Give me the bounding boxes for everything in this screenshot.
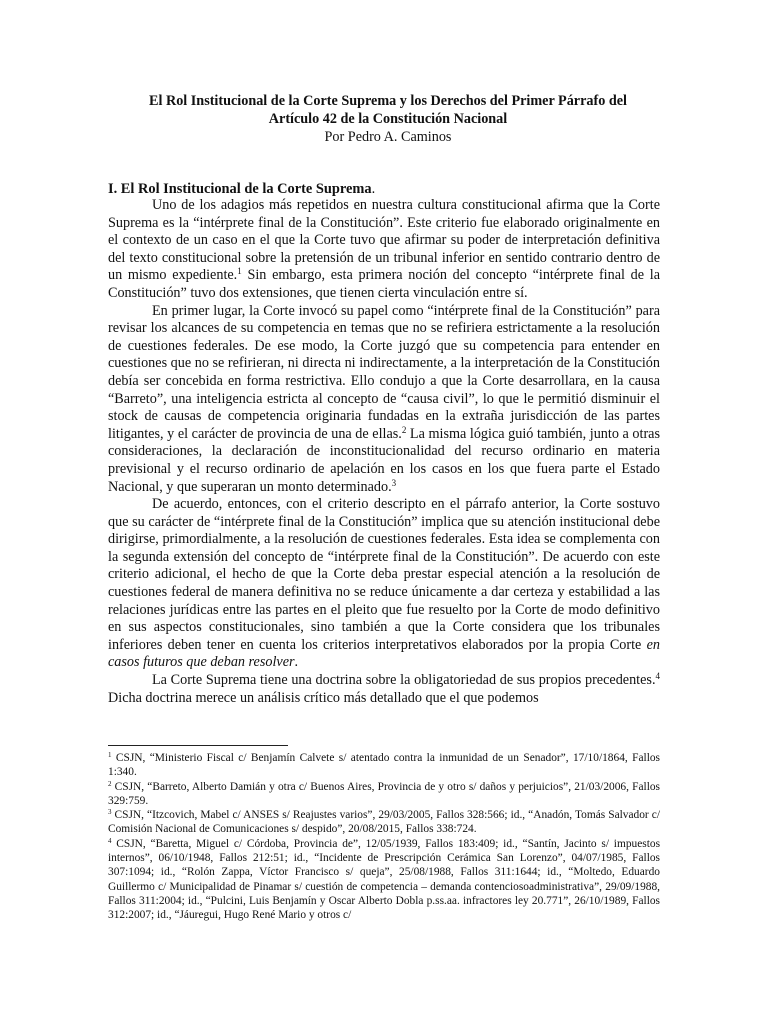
- footnote-ref-4[interactable]: 4: [655, 671, 660, 682]
- footnote-separator: [108, 745, 288, 746]
- paragraph-4: [108, 672, 660, 707]
- footnote-2-text: CSJN, “Barreto, Alberto Damián y otra c/ Buenos Aires, Provincia de y otro s/ daños y perjuicios”, 21/03/2006, Fallos 329:759.: [108, 780, 660, 807]
- footnote-1-text: CSJN, “Ministerio Fiscal c/ Benjamín Calvete s/ atentado contra la inmunidad de un Senador”, 17/10/1864, Fallos 1:340.: [108, 752, 660, 779]
- paragraph-3-emphasis: en casos futuros que deban resolver: [108, 636, 660, 671]
- footnote-4-text: CSJN, “Baretta, Miguel c/ Córdoba, Provincia de”, 12/05/1939, Fallos 183:409; id., “Santín, Jacinto s/ impuestos internos”, 06/10/1948, Fallos 212:51; id., “Incidente de Prescripción Cerámica San Lorenzo”, 04/07/1985, Fallos 307:1094; id., “Rolón Zappa, Víctor Francisco s/ queja”, 25/08/1988, Fallos 311:1644; id., “Moltedo, Eduardo Guillermo c/ Municipalidad de Pinamar s/ cuestión de competencia – demanda contenciosoadministrativa”, 29/09/1988, Fallos 311:2004; id., “Pulcini, Luis Benjamín y Oscar Alberto Dobla p.ss.aa. infractores ley 20.771”, 26/10/1989, Fallos 312:2007; id., “Jáuregui, Hugo René Mario y otros c/: [108, 837, 660, 922]
- body-text: [108, 197, 660, 707]
- document-title-block: [108, 92, 668, 146]
- footnote-ref-1[interactable]: 1: [237, 266, 242, 277]
- paragraph-3-text-b: .: [294, 654, 299, 671]
- footnote-1-number: 1: [108, 751, 112, 759]
- footnote-3: [108, 808, 660, 837]
- footnote-3-text: CSJN, “Itzcovich, Mabel c/ ANSES s/ Reajustes varios”, 29/03/2005, Fallos 328:566; id., “Anadón, Tomás Salvador c/ Comisión Nacional de Comunicaciones s/ despido”, 20/08/2015, Fallos 338:724.: [108, 809, 660, 836]
- footnotes: [108, 751, 660, 923]
- paragraph-3: [108, 496, 660, 672]
- document-author: Por Pedro A. Caminos: [324, 129, 452, 145]
- paragraph-1-text-b: Sin embargo, esta primera noción del concepto “intérprete final de la Constitución” tuvo dos extensiones, que tienen cierta vinculación entre sí.: [108, 267, 660, 301]
- paragraph-1: [108, 197, 660, 303]
- footnote-1: [108, 751, 660, 780]
- paragraph-2-text-a: En primer lugar, la Corte invocó su papel como “intérprete final de la Constitución” para revisar los alcances de su competencia en temas que no se refiriera estrictamente a la resolución de cuestiones federales. De ese modo, la Corte juzgó que su competencia para entender en cuestiones que no se refirieran, ni directa ni indirectamente, a la interpretación de la Constitución debía ser concebida en forma restrictiva. Ello condujo a que la Corte desarrollara, en la causa “Barreto”, una inteligencia estricta al concepto de “causa civil”, lo que le permitió disminuir el stock de causas de competencia originaria fundadas en la extraña jurisdicción de las partes litigantes, y el carácter de provincia de una de ellas.: [108, 302, 660, 442]
- paragraph-4-text-a: La Corte Suprema tiene una doctrina sobre la obligatoriedad de sus propios precedentes.: [152, 672, 656, 689]
- footnote-4: [108, 837, 660, 923]
- footnote-ref-2[interactable]: 2: [401, 424, 407, 435]
- section-heading-text: I. El Rol Institucional de la Corte Suprema: [108, 181, 372, 197]
- footnote-ref-3[interactable]: 3: [391, 477, 397, 488]
- paragraph-3-text-a: De acuerdo, entonces, con el criterio descripto en el párrafo anterior, la Corte sostuvo que su carácter de “intérprete final de la Constitución” implica que su atención institucional debe dirigirse, primordialmente, a la resolución de cuestiones federales. Esta idea se complementa con la segunda extensión del concepto de “intérprete final de la Constitución”. De acuerdo con este criterio adicional, el hecho de que la Corte deba prestar especial atención a la resolución de cuestiones federal de manera definitiva no se reduce únicamente a dar certeza y estabilidad a las relaciones jurídicas entre las partes en el pleito que fue resuelto por la Corte de modo definitivo en sus aspectos constitucionales, sino también a que la Corte considera que los tribunales inferiores deben tener en cuenta los criterios interpretativos elaborados por la propia Corte: [108, 496, 660, 653]
- section-heading-punctuation: .: [371, 181, 376, 197]
- footnote-2: [108, 780, 660, 809]
- paragraph-2-text-b: La misma lógica guió también, junto a otras consideraciones, la declaración de inconstitucionalidad del recurso ordinario en materia previsional y el recurso ordinario de apelación en los casos en los que fuera parte el Estado Nacional, y que superaran un monto determinado.: [108, 425, 660, 495]
- footnote-3-number: 3: [108, 808, 112, 817]
- document-title-line-2: Artículo 42 de la Constitución Nacional: [268, 111, 508, 127]
- paragraph-1-text-a: Uno de los adagios más repetidos en nuestra cultura constitucional afirma que la Corte Suprema es la “intérprete final de la Constitución”. Este criterio fue elaborado originalmente en el contexto de un caso en el que la Corte tuvo que afirmar su poder de interpretación definitiva del texto constitucional sobre la pretensión de un tribunal inferior en sentido contrario dentro de un mismo expediente.: [108, 197, 660, 284]
- paragraph-4-text-b: Dicha doctrina merece un análisis crítico más detallado que el que podemos: [108, 689, 539, 706]
- section-heading: [108, 180, 375, 198]
- footnote-2-number: 2: [108, 779, 112, 788]
- paragraph-2: [108, 303, 660, 497]
- footnote-4-number: 4: [108, 836, 112, 845]
- document-title-line-1: El Rol Institucional de la Corte Suprema y los Derechos del Primer Párrafo del: [149, 93, 627, 109]
